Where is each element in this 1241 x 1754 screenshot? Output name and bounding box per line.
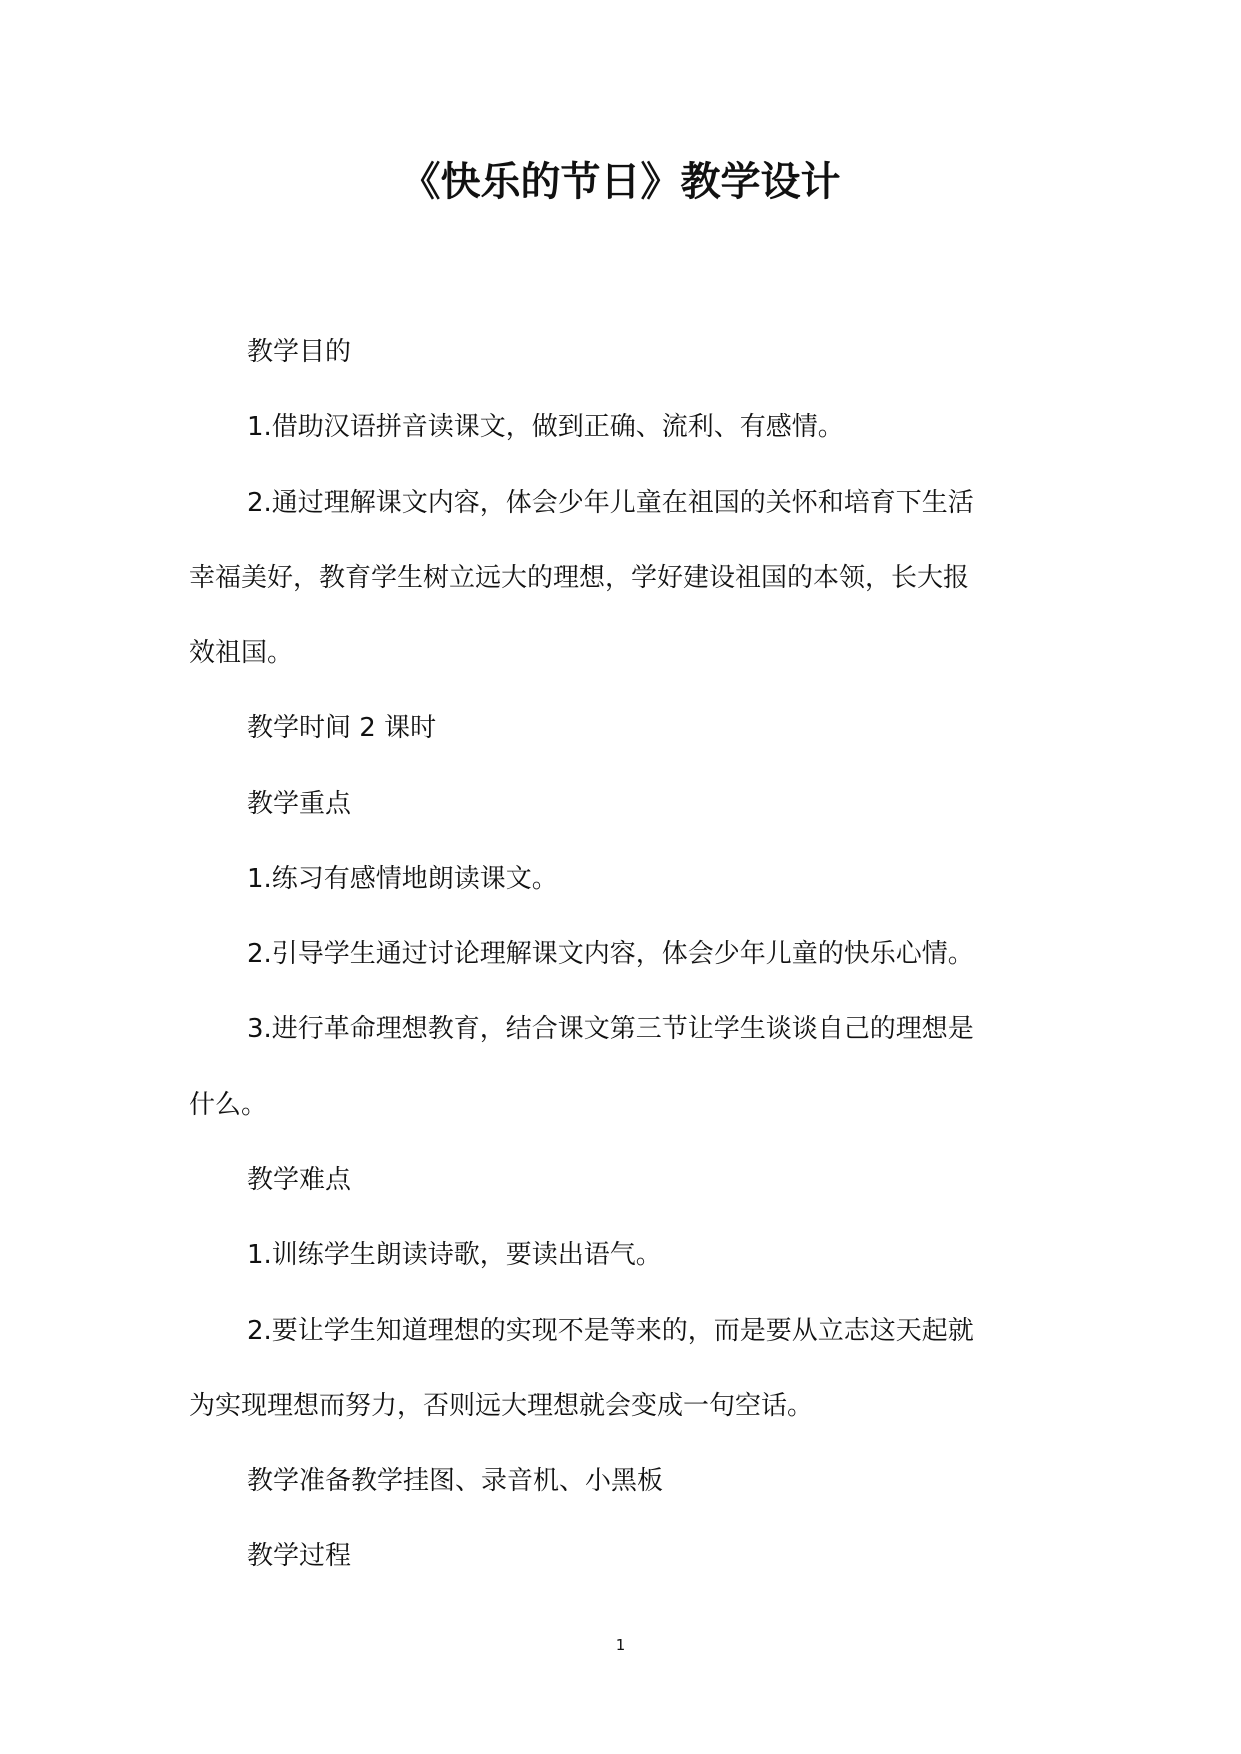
- teaching-time: 教学时间 2 课时: [247, 713, 437, 743]
- difficulty-2-line-2: 为实现理想而努力，否则远大理想就会变成一句空话。: [189, 1391, 814, 1421]
- key-point-2: 2.引导学生通过讨论理解课文内容，体会少年儿童的快乐心情。: [247, 939, 974, 969]
- difficulty-2-line-1: 2.要让学生知道理想的实现不是等来的，而是要从立志这天起就: [247, 1316, 974, 1346]
- objective-2-line-1: 2.通过理解课文内容，体会少年儿童在祖国的关怀和培育下生活: [247, 488, 974, 518]
- heading-difficulties: 教学难点: [247, 1165, 352, 1195]
- objective-2-line-3: 效祖国。: [189, 638, 294, 668]
- key-point-3-line-2: 什么。: [189, 1090, 268, 1120]
- heading-objectives: 教学目的: [247, 337, 352, 367]
- heading-process: 教学过程: [247, 1541, 352, 1571]
- page-title: 《快乐的节日》教学设计: [400, 159, 841, 205]
- objective-2-line-2: 幸福美好，教育学生树立远大的理想，学好建设祖国的本领，长大报: [189, 563, 970, 593]
- page-number: 1: [615, 1636, 626, 1654]
- teaching-preparation: 教学准备教学挂图、录音机、小黑板: [247, 1466, 664, 1496]
- key-point-3-line-1: 3.进行革命理想教育，结合课文第三节让学生谈谈自己的理想是: [247, 1014, 974, 1044]
- difficulty-1: 1.训练学生朗读诗歌，要读出语气。: [247, 1240, 662, 1270]
- heading-key-points: 教学重点: [247, 789, 352, 819]
- key-point-1: 1.练习有感情地朗读课文。: [247, 864, 558, 894]
- objective-1: 1.借助汉语拼音读课文，做到正确、流利、有感情。: [247, 412, 844, 442]
